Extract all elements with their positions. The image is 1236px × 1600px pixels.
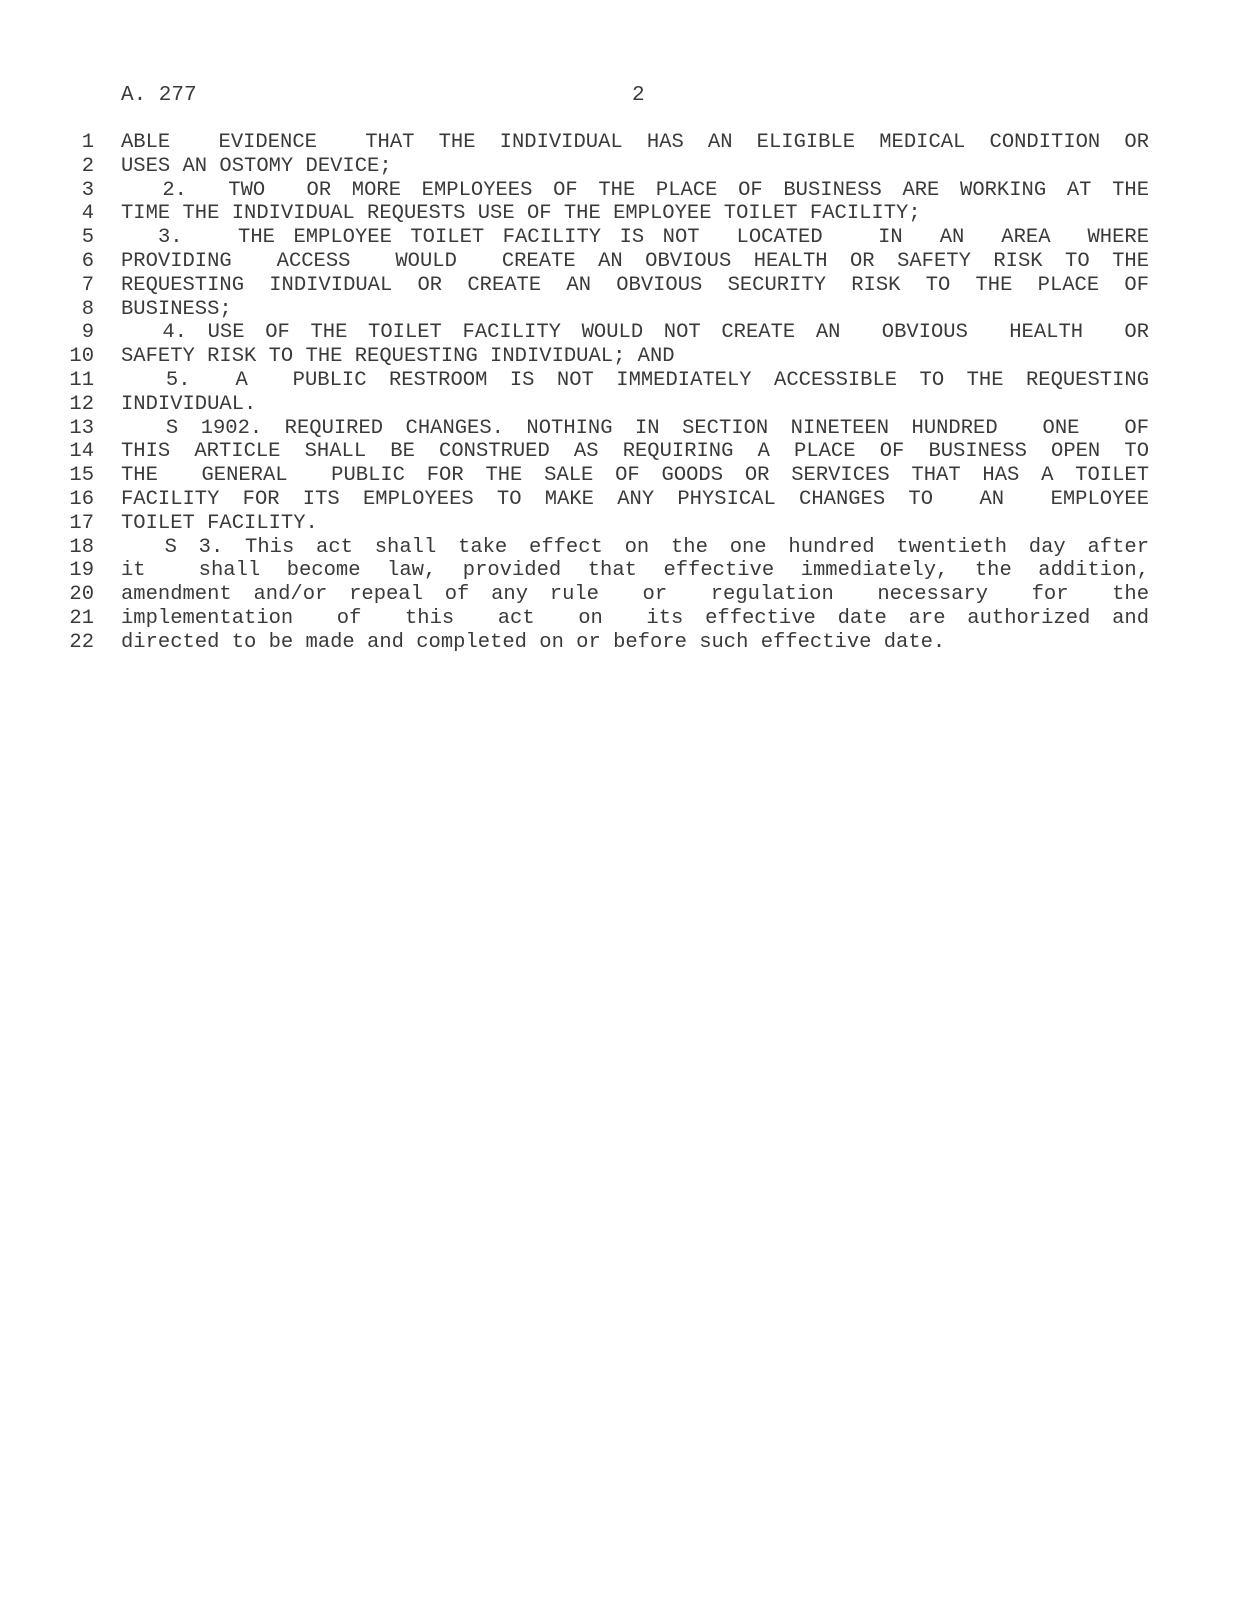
line-number: 10 xyxy=(69,345,94,369)
bill-line xyxy=(0,298,1236,322)
line-number: 19 xyxy=(69,559,94,583)
bill-line xyxy=(0,321,1236,345)
line-text: amendment and/or repeal of any rule or regulation necessary for the xyxy=(121,583,1149,607)
bill-line xyxy=(0,488,1236,512)
line-text: 4. USE OF THE TOILET FACILITY WOULD NOT CREATE AN OBVIOUS HEALTH OR xyxy=(121,321,1149,345)
line-text: directed to be made and completed on or before such effective date. xyxy=(121,630,946,654)
line-number: 20 xyxy=(69,583,94,607)
line-text: 3. THE EMPLOYEE TOILET FACILITY IS NOT LOCATED IN AN AREA WHERE xyxy=(121,226,1149,250)
line-number: 13 xyxy=(69,416,94,440)
bill-line xyxy=(0,155,1236,179)
line-text: BUSINESS; xyxy=(121,297,232,321)
line-text: implementation of this act on its effective date are authorized and xyxy=(121,606,1149,630)
bill-line xyxy=(0,393,1236,417)
line-text: TOILET FACILITY. xyxy=(121,511,318,535)
line-text: THE GENERAL PUBLIC FOR THE SALE OF GOODS OR SERVICES THAT HAS A TOILET xyxy=(121,464,1149,488)
bill-line xyxy=(0,512,1236,536)
line-number: 7 xyxy=(81,273,94,297)
line-number: 2 xyxy=(81,154,94,178)
bill-line xyxy=(0,131,1236,155)
line-text: S 1902. REQUIRED CHANGES. NOTHING IN SECTION NINETEEN HUNDRED ONE OF xyxy=(121,416,1149,440)
line-number: 16 xyxy=(69,487,94,511)
bill-number: A. 277 xyxy=(121,84,197,107)
line-number: 11 xyxy=(69,368,94,392)
line-text: 5. A PUBLIC RESTROOM IS NOT IMMEDIATELY ACCESSIBLE TO THE REQUESTING xyxy=(121,368,1149,392)
bill-line xyxy=(0,583,1236,607)
bill-line xyxy=(0,607,1236,631)
bill-line xyxy=(0,559,1236,583)
bill-line xyxy=(0,202,1236,226)
page-number: 2 xyxy=(632,84,645,107)
line-text: USES AN OSTOMY DEVICE; xyxy=(121,154,392,178)
line-number: 21 xyxy=(69,606,94,630)
line-number: 22 xyxy=(69,630,94,654)
line-text: it shall become law, provided that effective immediately, the addition, xyxy=(121,559,1149,583)
bill-line xyxy=(0,417,1236,441)
line-text: THIS ARTICLE SHALL BE CONSTRUED AS REQUIRING A PLACE OF BUSINESS OPEN TO xyxy=(121,440,1149,464)
line-number: 15 xyxy=(69,464,94,488)
line-text: REQUESTING INDIVIDUAL OR CREATE AN OBVIOUS SECURITY RISK TO THE PLACE OF xyxy=(121,273,1149,297)
line-text: FACILITY FOR ITS EMPLOYEES TO MAKE ANY PHYSICAL CHANGES TO AN EMPLOYEE xyxy=(121,487,1149,511)
line-number: 1 xyxy=(81,131,94,154)
line-number: 9 xyxy=(81,321,94,345)
line-number: 3 xyxy=(81,178,94,202)
bill-line xyxy=(0,440,1236,464)
bill-line xyxy=(0,250,1236,274)
bill-line xyxy=(0,345,1236,369)
bill-line xyxy=(0,369,1236,393)
line-number: 14 xyxy=(69,440,94,464)
line-number: 5 xyxy=(81,226,94,250)
bill-text-body xyxy=(0,131,1236,655)
bill-line xyxy=(0,274,1236,298)
bill-line xyxy=(0,536,1236,560)
line-number: 17 xyxy=(69,511,94,535)
line-number: 12 xyxy=(69,392,94,416)
line-text: TIME THE INDIVIDUAL REQUESTS USE OF THE EMPLOYEE TOILET FACILITY; xyxy=(121,202,921,226)
line-number: 8 xyxy=(81,297,94,321)
line-number: 4 xyxy=(81,202,94,226)
bill-line xyxy=(0,226,1236,250)
line-number: 6 xyxy=(81,249,94,273)
line-text: INDIVIDUAL. xyxy=(121,392,257,416)
line-text: ABLE EVIDENCE THAT THE INDIVIDUAL HAS AN ELIGIBLE MEDICAL CONDITION OR xyxy=(121,131,1149,154)
line-number: 18 xyxy=(69,535,94,559)
bill-line xyxy=(0,179,1236,203)
bill-line xyxy=(0,464,1236,488)
bill-line xyxy=(0,631,1236,655)
line-text: S 3. This act shall take effect on the one hundred twentieth day after xyxy=(121,535,1149,559)
line-text: PROVIDING ACCESS WOULD CREATE AN OBVIOUS HEALTH OR SAFETY RISK TO THE xyxy=(121,249,1149,273)
line-text: SAFETY RISK TO THE REQUESTING INDIVIDUAL; AND xyxy=(121,345,675,369)
line-text: 2. TWO OR MORE EMPLOYEES OF THE PLACE OF BUSINESS ARE WORKING AT THE xyxy=(121,178,1149,202)
